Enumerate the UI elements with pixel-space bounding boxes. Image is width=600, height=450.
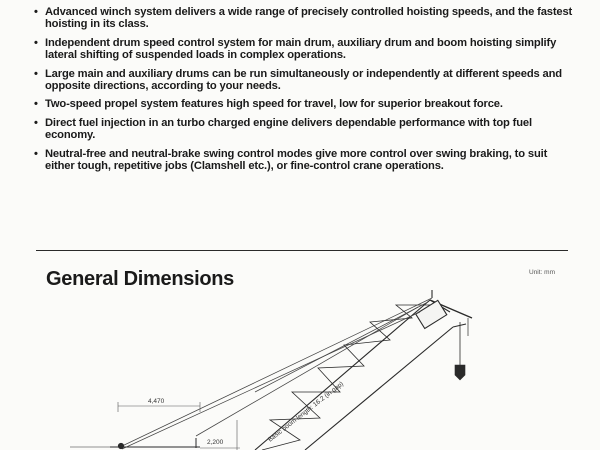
feature-text: Direct fuel injection in an turbo charged engine delivers dependable performance with top fuel economy. bbox=[45, 116, 532, 142]
bullet: • bbox=[34, 147, 38, 160]
feature-text: Neutral-free and neutral-brake swing control modes give more control over swing braking, to suit either tough, repetitive jobs (Clamshell etc.), or fine-control crane operations. bbox=[45, 147, 548, 173]
bullet: • bbox=[34, 116, 38, 129]
rigging-lines bbox=[120, 298, 432, 449]
bullet: • bbox=[34, 36, 38, 49]
bullet: • bbox=[34, 6, 38, 18]
feature-text: Large main and auxiliary drums can be run simultaneously or independently at different speeds and opposite directions, according to your needs. bbox=[45, 67, 562, 93]
bullet: • bbox=[34, 67, 38, 80]
bullet: • bbox=[34, 98, 38, 111]
feature-text: Independent drum speed control system for main drum, auxiliary drum and boom hoisting simplify lateral shifting of suspended loads in complex operations. bbox=[45, 36, 557, 62]
boom-length-label: Basic boom length: 16.2 (in gap) bbox=[266, 380, 345, 444]
unit-label: Unit: mm bbox=[529, 269, 555, 276]
dimension-height: 2,200 bbox=[207, 439, 224, 446]
section-title: General Dimensions bbox=[46, 268, 234, 290]
feature-text: Two-speed propel system features high speed for travel, low for superior breakout force. bbox=[45, 98, 503, 111]
dimension-top: 4,470 bbox=[148, 398, 165, 405]
feature-text: Advanced winch system delivers a wide range of precisely controlled hoisting speeds, and the fastest hoisting in its class. bbox=[45, 6, 573, 31]
